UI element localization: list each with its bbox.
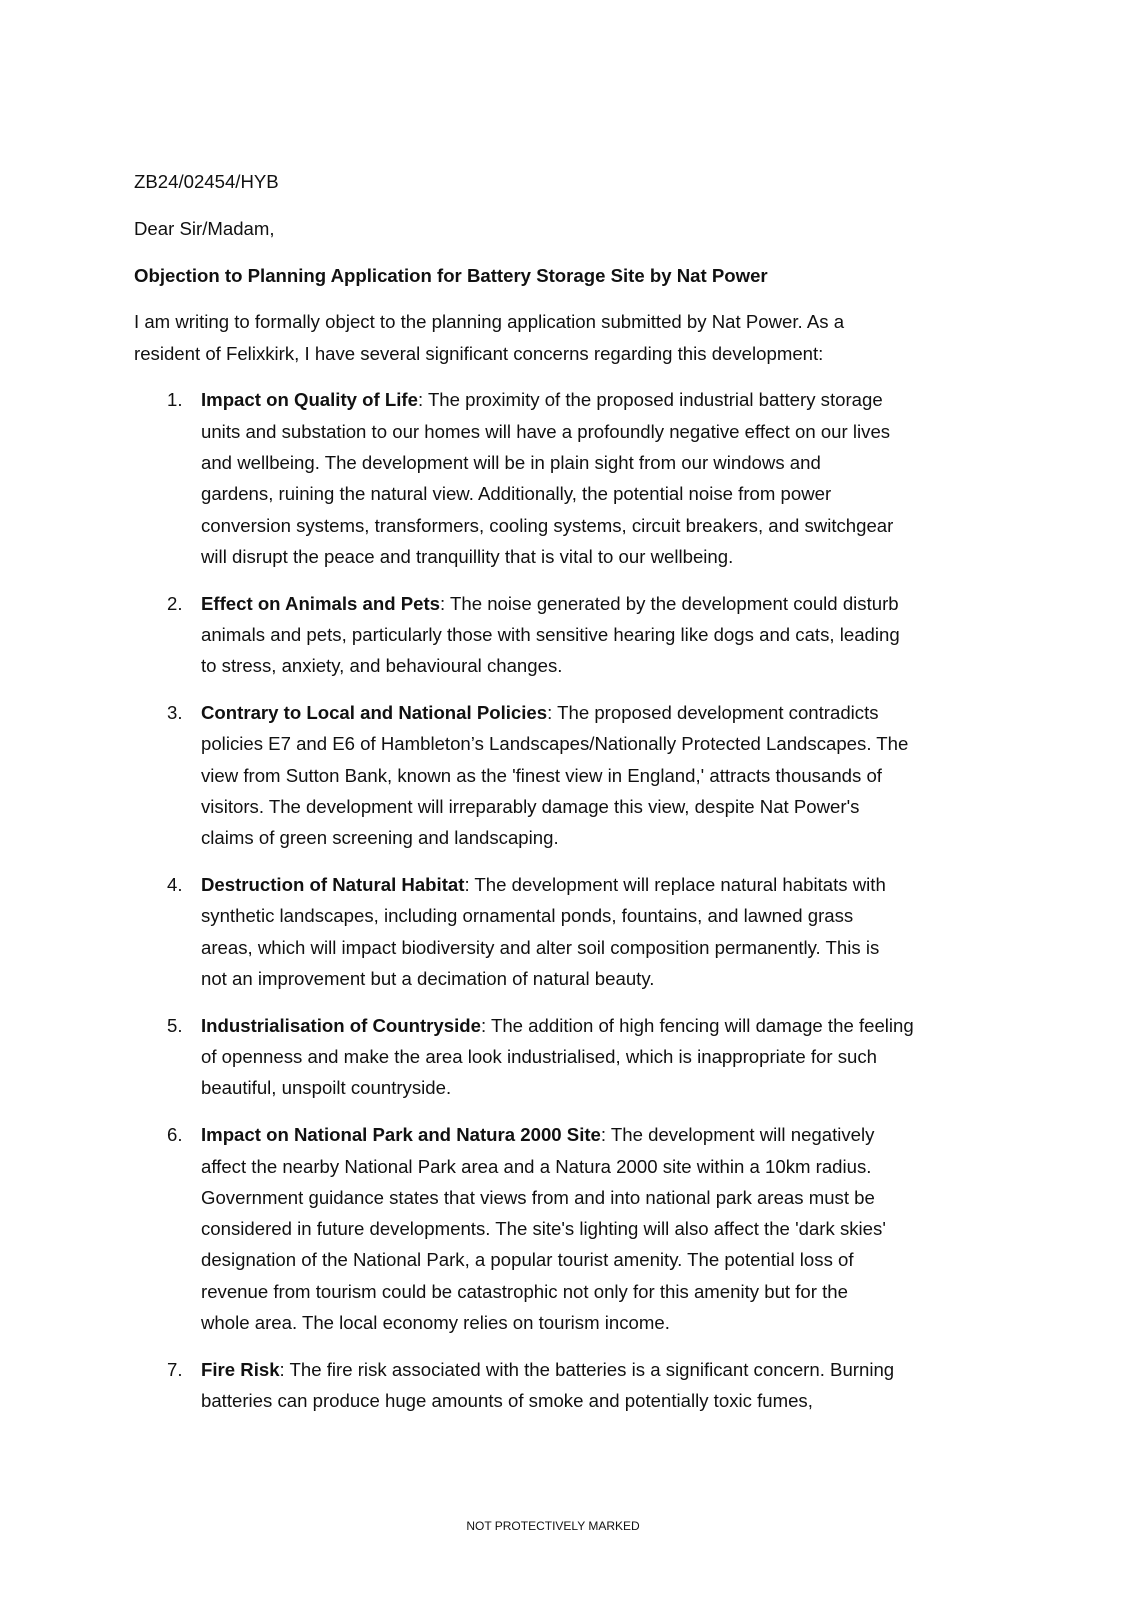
list-item bbox=[134, 588, 994, 682]
item-number: 4. bbox=[167, 874, 183, 896]
objection-list bbox=[134, 384, 994, 1416]
item-first-line bbox=[201, 1119, 994, 1150]
item-text: : The fire risk associated with the batteries is a significant concern. Burning bbox=[279, 1358, 895, 1380]
list-item bbox=[134, 384, 994, 572]
item-title: Contrary to Local and National Policies bbox=[201, 702, 548, 724]
item-line: will disrupt the peace and tranquillity that is vital to our wellbeing. bbox=[201, 545, 734, 567]
item-line: animals and pets, particularly those with sensitive hearing like dogs and cats, leading bbox=[201, 624, 900, 646]
footer-marking: NOT PROTECTIVELY MARKED bbox=[466, 1519, 640, 1533]
item-line: revenue from tourism could be catastrophic not only for this amenity but for the bbox=[201, 1280, 848, 1302]
item-first-line bbox=[201, 697, 994, 728]
item-line: not an improvement but a decimation of natural beauty. bbox=[201, 968, 655, 990]
list-item bbox=[134, 869, 994, 994]
item-line: Government guidance states that views from and into national park areas must be bbox=[201, 1186, 875, 1208]
intro-line: I am writing to formally object to the planning application submitted by Nat Power. As a bbox=[134, 311, 845, 333]
list-item bbox=[134, 1119, 994, 1338]
item-number: 7. bbox=[167, 1358, 183, 1380]
item-text: : The proximity of the proposed industrial battery storage bbox=[417, 389, 883, 411]
list-item bbox=[134, 1010, 994, 1104]
item-first-line bbox=[201, 588, 994, 619]
item-number: 1. bbox=[167, 389, 183, 411]
item-title: Effect on Animals and Pets bbox=[201, 592, 441, 614]
item-first-line bbox=[201, 384, 994, 415]
list-item bbox=[134, 1354, 994, 1417]
item-line: designation of the National Park, a popular tourist amenity. The potential loss of bbox=[201, 1249, 854, 1271]
item-line: claims of green screening and landscaping. bbox=[201, 827, 559, 849]
letter-heading: Objection to Planning Application for Battery Storage Site by Nat Power bbox=[134, 264, 768, 286]
item-number: 5. bbox=[167, 1014, 183, 1036]
item-text: : The addition of high fencing will damage the feeling bbox=[480, 1014, 914, 1036]
item-line: synthetic landscapes, including ornamental ponds, fountains, and lawned grass bbox=[201, 905, 854, 927]
item-line: units and substation to our homes will have a profoundly negative effect on our lives bbox=[201, 420, 891, 442]
item-number: 6. bbox=[167, 1124, 183, 1146]
item-line: beautiful, unspoilt countryside. bbox=[201, 1077, 452, 1099]
item-title: Impact on Quality of Life bbox=[201, 389, 418, 411]
item-first-line bbox=[201, 1010, 994, 1041]
list-item bbox=[134, 697, 994, 853]
item-title: Fire Risk bbox=[201, 1358, 280, 1380]
item-line: gardens, ruining the natural view. Additionally, the potential noise from power bbox=[201, 483, 832, 505]
reference-number: ZB24/02454/HYB bbox=[134, 171, 279, 192]
salutation: Dear Sir/Madam, bbox=[134, 217, 275, 239]
item-line: considered in future developments. The site's lighting will also affect the 'dark skies' bbox=[201, 1218, 886, 1240]
item-number: 3. bbox=[167, 702, 183, 724]
item-text: : The noise generated by the development could disturb bbox=[440, 592, 899, 614]
item-title: Industrialisation of Countryside bbox=[201, 1014, 481, 1036]
item-line: batteries can produce huge amounts of smoke and potentially toxic fumes, bbox=[201, 1390, 813, 1412]
item-line: view from Sutton Bank, known as the 'finest view in England,' attracts thousands of bbox=[201, 764, 882, 786]
item-title: Impact on National Park and Natura 2000 Site bbox=[201, 1124, 601, 1146]
item-line: to stress, anxiety, and behavioural changes. bbox=[201, 655, 563, 677]
item-text: : The development will negatively bbox=[600, 1124, 875, 1146]
item-line: whole area. The local economy relies on tourism income. bbox=[201, 1312, 670, 1333]
item-title: Destruction of Natural Habitat bbox=[201, 874, 465, 896]
item-line: of openness and make the area look industrialised, which is inappropriate for such bbox=[201, 1046, 877, 1068]
item-line: policies E7 and E6 of Hambleton’s Landscapes/Nationally Protected Landscapes. The bbox=[201, 733, 909, 755]
item-line: and wellbeing. The development will be in plain sight from our windows and bbox=[201, 452, 821, 474]
letter-body bbox=[134, 166, 994, 1432]
intro-paragraph bbox=[134, 306, 994, 369]
item-line: areas, which will impact biodiversity and alter soil composition permanently. This is bbox=[201, 936, 880, 958]
item-line: visitors. The development will irreparably damage this view, despite Nat Power's bbox=[201, 796, 860, 818]
item-line: affect the nearby National Park area and a Natura 2000 site within a 10km radius. bbox=[201, 1155, 872, 1177]
item-number: 2. bbox=[167, 592, 183, 614]
item-line: conversion systems, transformers, cooling systems, circuit breakers, and switchgear bbox=[201, 514, 894, 536]
item-text: : The proposed development contradicts bbox=[547, 702, 879, 724]
item-text: : The development will replace natural habitats with bbox=[464, 874, 886, 896]
intro-line: resident of Felixkirk, I have several significant concerns regarding this development: bbox=[134, 342, 824, 364]
item-first-line bbox=[201, 869, 994, 900]
item-first-line bbox=[201, 1354, 994, 1385]
